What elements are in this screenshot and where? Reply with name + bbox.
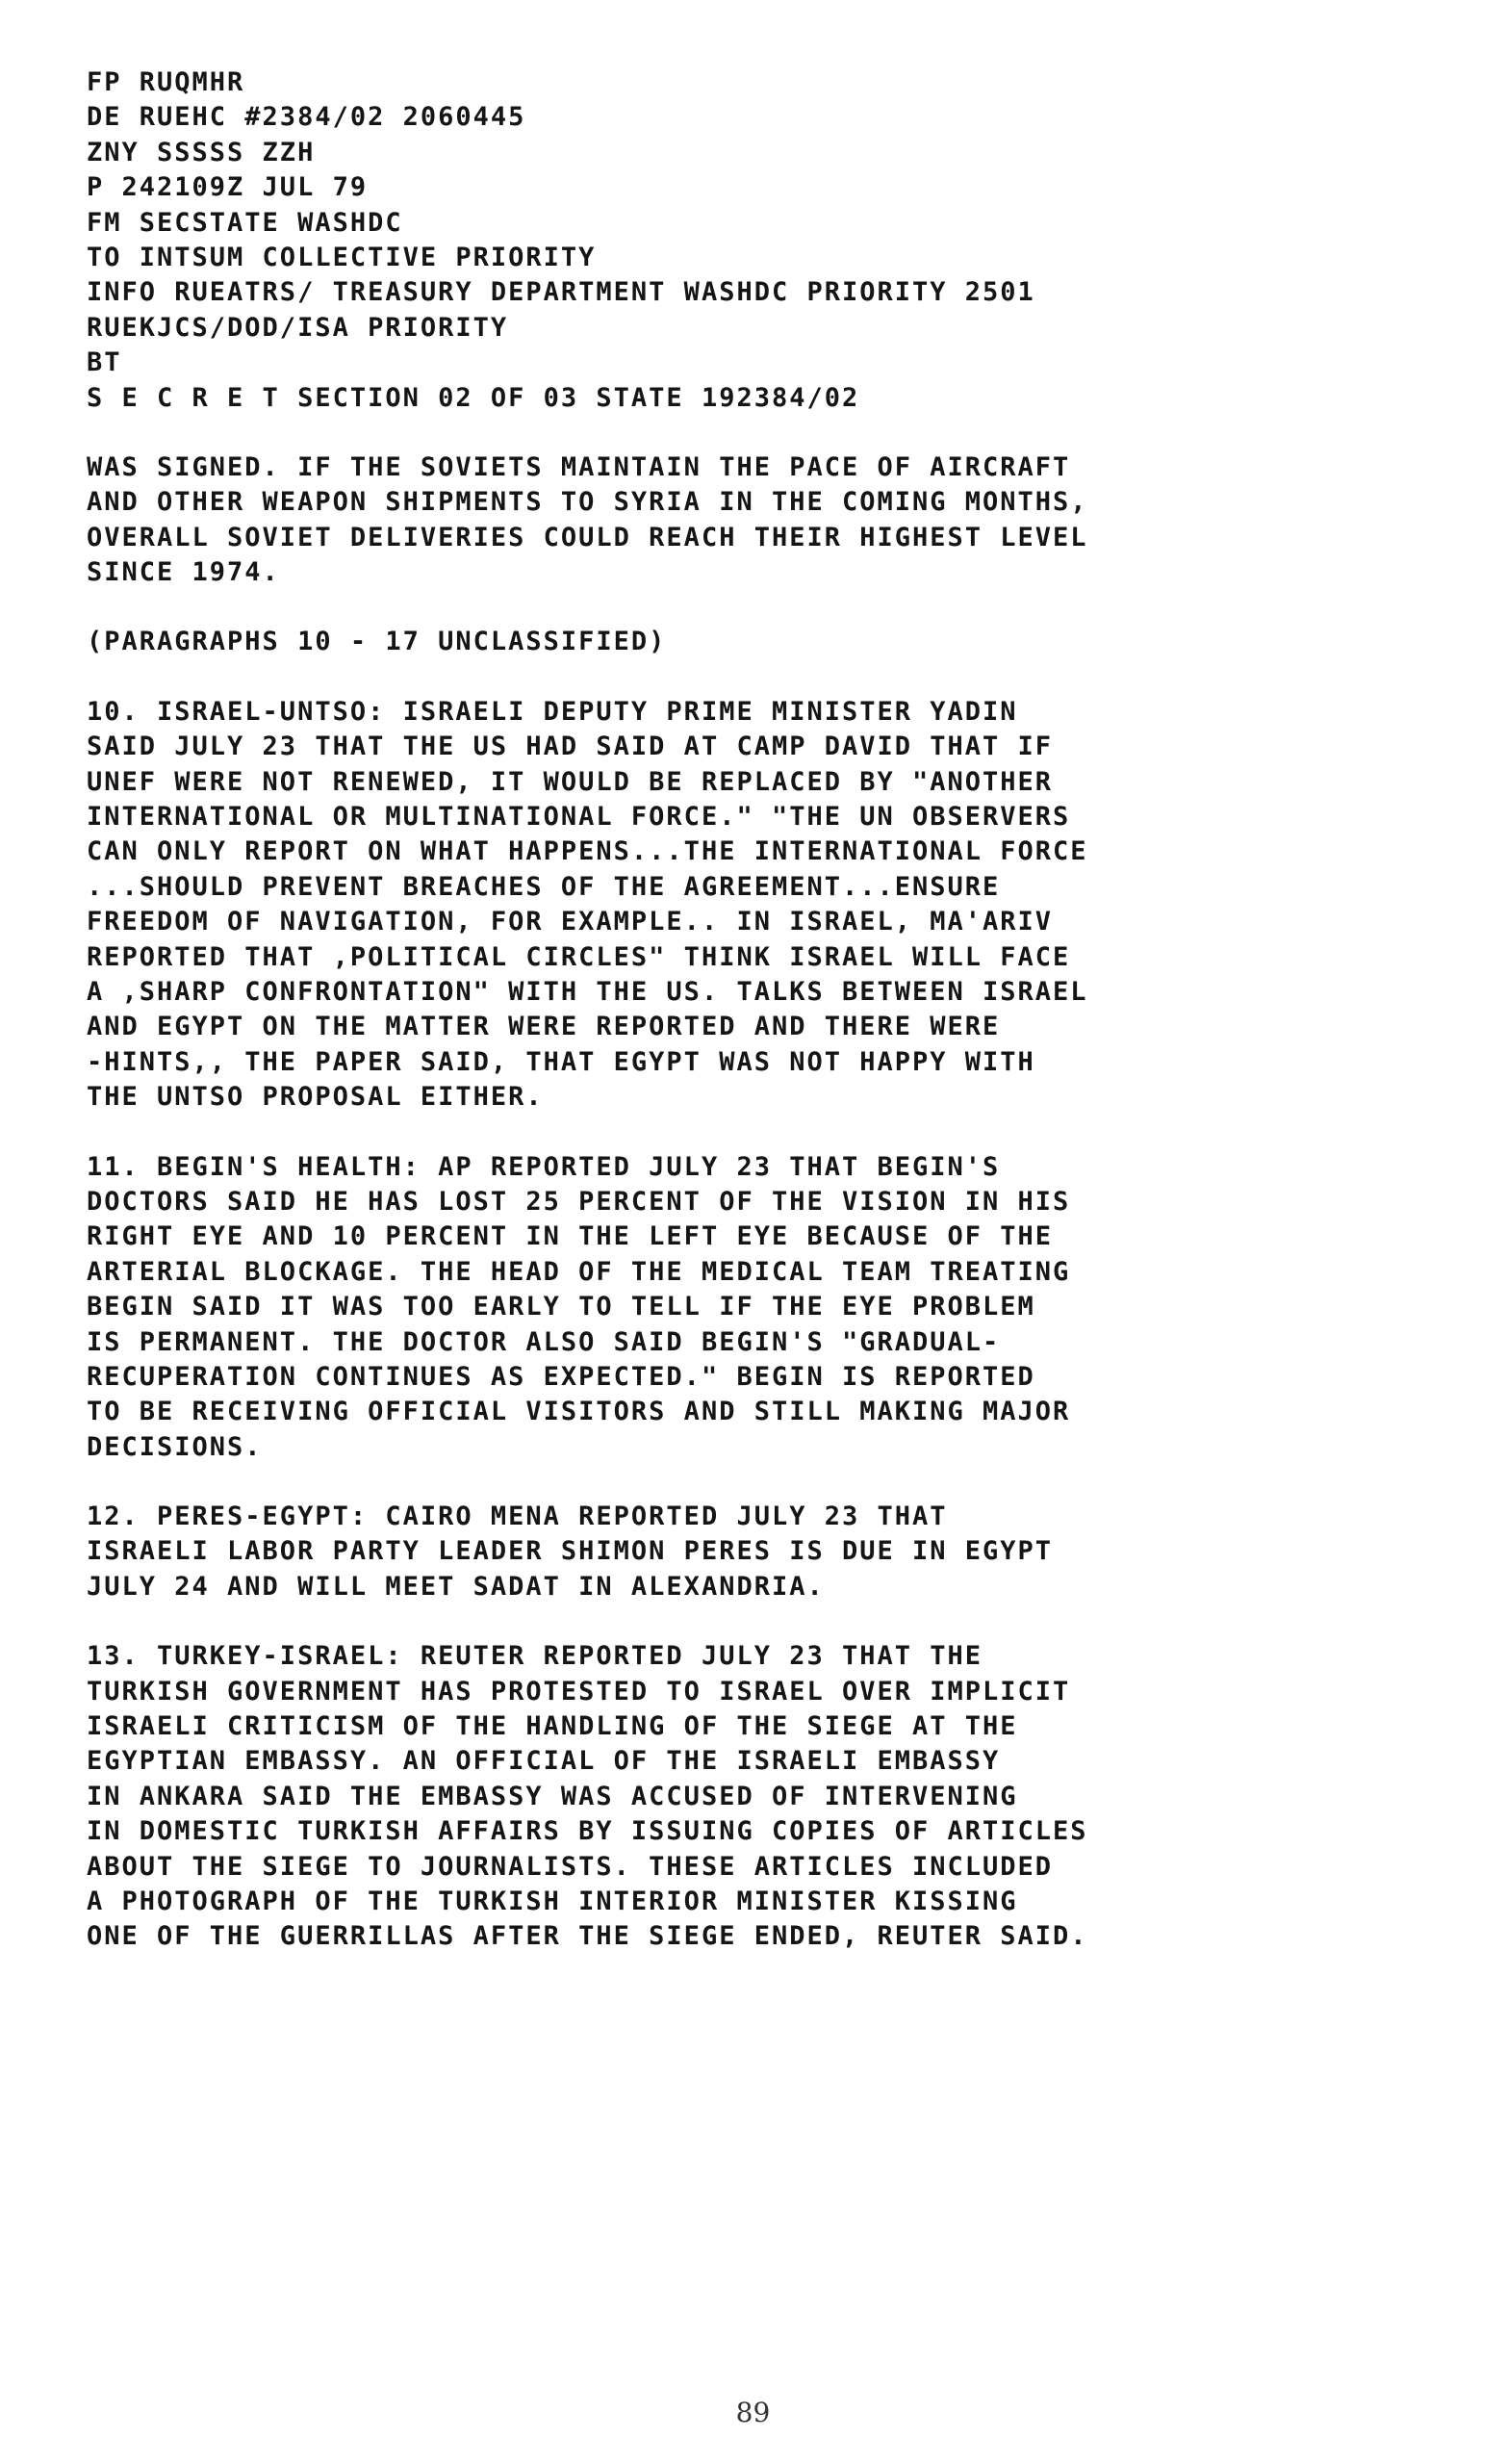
paragraph-line: ONE OF THE GUERRILLAS AFTER THE SIEGE ENDED, REUTER SAID. bbox=[87, 1921, 1088, 1952]
header-line: INFO RUEATRS/ TREASURY DEPARTMENT WASHDC PRIORITY 2501 bbox=[87, 277, 1035, 308]
paragraph-line: CAN ONLY REPORT ON WHAT HAPPENS...THE INTERNATIONAL FORCE bbox=[87, 836, 1088, 867]
spacer bbox=[87, 1604, 1338, 1639]
paragraph-line: ABOUT THE SIEGE TO JOURNALISTS. THESE ARTICLES INCLUDED bbox=[87, 1851, 1054, 1882]
paragraph-line: SINCE 1974. bbox=[87, 557, 280, 588]
unclassified-note: (PARAGRAPHS 10 - 17 UNCLASSIFIED) bbox=[87, 627, 667, 657]
paragraph-10 bbox=[87, 695, 1338, 1116]
paragraph-line: TO BE RECEIVING OFFICIAL VISITORS AND STILL MAKING MAJOR bbox=[87, 1397, 1071, 1427]
header-line: TO INTSUM COLLECTIVE PRIORITY bbox=[87, 242, 597, 272]
header-line: P 242109Z JUL 79 bbox=[87, 172, 369, 203]
paragraph-line: WAS SIGNED. IF THE SOVIETS MAINTAIN THE PACE OF AIRCRAFT bbox=[87, 451, 1071, 482]
paragraph-line: A ,SHARP CONFRONTATION" WITH THE US. TALKS BETWEEN ISRAEL bbox=[87, 976, 1088, 1007]
header-line: ZNY SSSSS ZZH bbox=[87, 137, 316, 167]
paragraph-line: 11. BEGIN'S HEALTH: AP REPORTED JULY 23 THAT BEGIN'S bbox=[87, 1151, 1001, 1182]
paragraph-line: UNEF WERE NOT RENEWED, IT WOULD BE REPLACED BY "ANOTHER bbox=[87, 766, 1054, 797]
paragraph-line: ARTERIAL BLOCKAGE. THE HEAD OF THE MEDICAL TEAM TREATING bbox=[87, 1256, 1071, 1287]
paragraph-line: ...SHOULD PREVENT BREACHES OF THE AGREEMENT...ENSURE bbox=[87, 871, 1001, 902]
paragraph-line: IN DOMESTIC TURKISH AFFAIRS BY ISSUING COPIES OF ARTICLES bbox=[87, 1816, 1088, 1847]
page-number: 89 bbox=[735, 2397, 771, 2428]
cable-header bbox=[87, 65, 1338, 416]
header-line: FP RUQMHR bbox=[87, 67, 245, 97]
paragraph-line: AND EGYPT ON THE MATTER WERE REPORTED AND THERE WERE bbox=[87, 1012, 1001, 1042]
spacer bbox=[87, 1116, 1338, 1150]
paragraph-line: -HINTS,, THE PAPER SAID, THAT EGYPT WAS NOT HAPPY WITH bbox=[87, 1046, 1035, 1077]
paragraph-line: TURKISH GOVERNMENT HAS PROTESTED TO ISRAEL OVER IMPLICIT bbox=[87, 1676, 1071, 1707]
paragraph-11 bbox=[87, 1150, 1338, 1466]
paragraph-intro bbox=[87, 450, 1338, 591]
paragraph-line: DECISIONS. bbox=[87, 1431, 263, 1462]
paragraph-13 bbox=[87, 1639, 1338, 1955]
cable-body bbox=[87, 65, 1338, 1955]
header-line: RUEKJCS/DOD/ISA PRIORITY bbox=[87, 312, 509, 343]
paragraph-line: IN ANKARA SAID THE EMBASSY WAS ACCUSED OF INTERVENING bbox=[87, 1781, 1018, 1811]
classification-line: S E C R E T SECTION 02 OF 03 STATE 192384/02 bbox=[87, 382, 860, 413]
paragraph-line: DOCTORS SAID HE HAS LOST 25 PERCENT OF THE VISION IN HIS bbox=[87, 1186, 1071, 1217]
paragraph-line: FREEDOM OF NAVIGATION, FOR EXAMPLE.. IN ISRAEL, MA'ARIV bbox=[87, 907, 1054, 937]
header-line: FM SECSTATE WASHDC bbox=[87, 207, 403, 238]
paragraph-line: BEGIN SAID IT WAS TOO EARLY TO TELL IF THE EYE PROBLEM bbox=[87, 1292, 1035, 1322]
paragraph-line: AND OTHER WEAPON SHIPMENTS TO SYRIA IN THE COMING MONTHS, bbox=[87, 487, 1088, 518]
paragraph-line: INTERNATIONAL OR MULTINATIONAL FORCE." "THE UN OBSERVERS bbox=[87, 802, 1071, 833]
paragraph-line: A PHOTOGRAPH OF THE TURKISH INTERIOR MINISTER KISSING bbox=[87, 1886, 1018, 1916]
spacer bbox=[87, 590, 1338, 625]
paragraph-line: EGYPTIAN EMBASSY. AN OFFICIAL OF THE ISRAELI EMBASSY bbox=[87, 1746, 1001, 1777]
paragraph-line: JULY 24 AND WILL MEET SADAT IN ALEXANDRIA. bbox=[87, 1571, 825, 1602]
header-line: BT bbox=[87, 347, 122, 378]
spacer bbox=[87, 660, 1338, 695]
paragraph-line: RIGHT EYE AND 10 PERCENT IN THE LEFT EYE BECAUSE OF THE bbox=[87, 1221, 1054, 1252]
paragraph-line: SAID JULY 23 THAT THE US HAD SAID AT CAMP DAVID THAT IF bbox=[87, 732, 1054, 762]
paragraph-line: IS PERMANENT. THE DOCTOR ALSO SAID BEGIN'S "GRADUAL- bbox=[87, 1326, 1001, 1357]
paragraph-line: 13. TURKEY-ISRAEL: REUTER REPORTED JULY 23 THAT THE bbox=[87, 1641, 983, 1672]
paragraph-line: 12. PERES-EGYPT: CAIRO MENA REPORTED JULY 23 THAT bbox=[87, 1502, 948, 1532]
paragraph-line: THE UNTSO PROPOSAL EITHER. bbox=[87, 1082, 544, 1113]
paragraph-line: RECUPERATION CONTINUES AS EXPECTED." BEGIN IS REPORTED bbox=[87, 1361, 1035, 1392]
paragraph-12 bbox=[87, 1500, 1338, 1604]
spacer bbox=[87, 1465, 1338, 1500]
paragraph-line: ISRAELI CRITICISM OF THE HANDLING OF THE SIEGE AT THE bbox=[87, 1711, 1018, 1742]
paragraph-line: ISRAELI LABOR PARTY LEADER SHIMON PERES IS DUE IN EGYPT bbox=[87, 1536, 1054, 1567]
paragraph-line: REPORTED THAT ,POLITICAL CIRCLES" THINK ISRAEL WILL FACE bbox=[87, 941, 1071, 972]
header-line: DE RUEHC #2384/02 2060445 bbox=[87, 102, 526, 133]
spacer bbox=[87, 416, 1338, 450]
paragraph-line: 10. ISRAEL-UNTSO: ISRAELI DEPUTY PRIME MINISTER YADIN bbox=[87, 696, 1018, 727]
paragraph-line: OVERALL SOVIET DELIVERIES COULD REACH THEIR HIGHEST LEVEL bbox=[87, 522, 1088, 552]
